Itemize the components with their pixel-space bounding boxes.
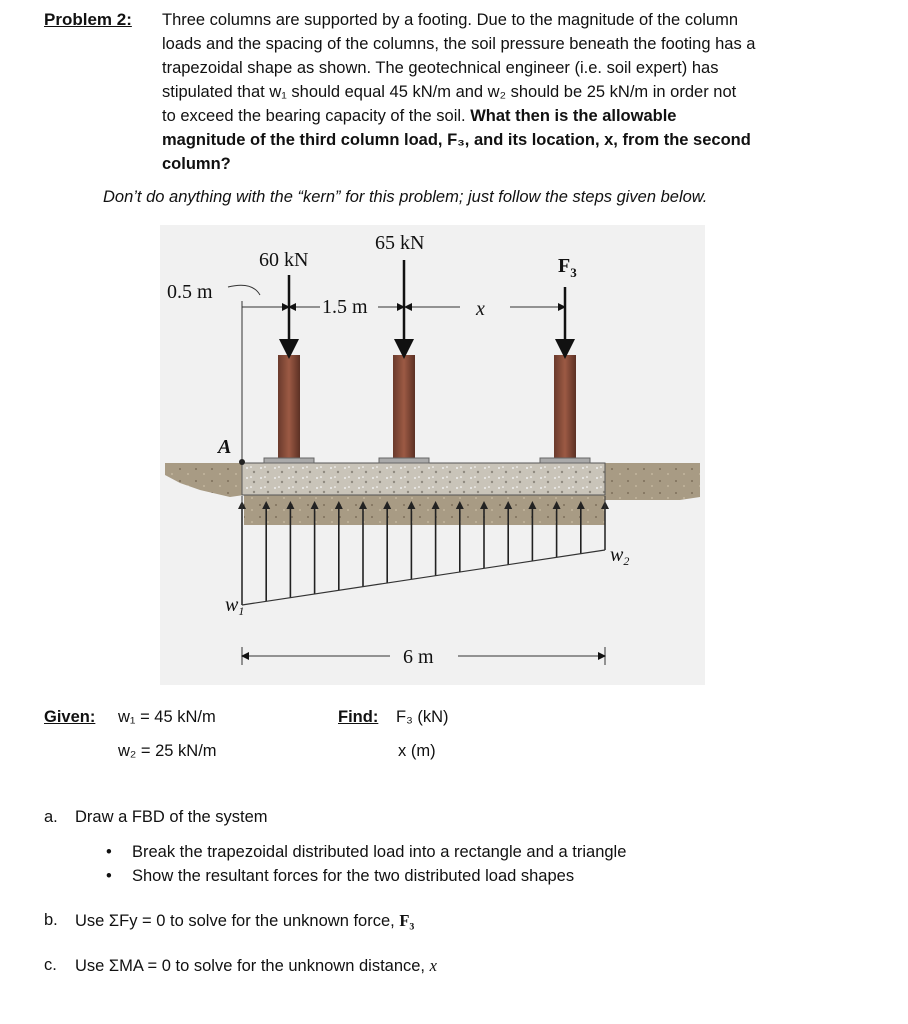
problem-line-3: trapezoidal shape as shown. The geotechnical engineer (i.e. soil expert) has xyxy=(162,59,719,77)
find-label: Find: xyxy=(338,708,379,726)
given-label: Given: xyxy=(44,708,96,726)
problem-question-part-1: What then is the allowable xyxy=(470,107,677,125)
problem-line-2: loads and the spacing of the columns, the soil pressure beneath the footing has a xyxy=(162,35,756,53)
load-label-60: 60 kN xyxy=(259,249,309,271)
step-c-marker: c. xyxy=(44,956,57,974)
w1-label-main: w xyxy=(225,594,239,616)
dim-label-x: x xyxy=(476,298,485,320)
problem-line-5 xyxy=(162,107,676,126)
problem-line-5a: to exceed the bearing capacity of the soil. xyxy=(162,107,471,125)
given-w1: w₁ = 45 kN/m xyxy=(118,708,216,726)
w2-label-sub: 2 xyxy=(623,554,630,568)
w2-label-main: w xyxy=(610,544,624,566)
dim-label-05: 0.5 m xyxy=(167,281,213,303)
step-b-text xyxy=(75,911,414,931)
dim-label-15: 1.5 m xyxy=(322,296,368,318)
step-b-text-main: Use ΣFy = 0 to solve for the unknown force, xyxy=(75,912,400,930)
given-w2: w₂ = 25 kN/m xyxy=(118,742,217,760)
problem-question-part-2: magnitude of the third column load, F₃, and its location, x, from the second xyxy=(162,131,751,149)
w1-label-sub: 1 xyxy=(238,604,245,618)
step-b-var: F₃ xyxy=(399,911,415,930)
step-c-text-main: Use ΣMA = 0 to solve for the unknown distance, xyxy=(75,957,430,975)
step-c-text xyxy=(75,956,437,976)
problem-line-4: stipulated that w₁ should equal 45 kN/m and w₂ should be 25 kN/m in order not xyxy=(162,83,737,101)
find-f3: F₃ (kN) xyxy=(396,708,449,726)
step-a-marker: a. xyxy=(44,808,58,826)
find-x: x (m) xyxy=(398,742,436,760)
load-label-f3-sub: 3 xyxy=(570,265,577,280)
footing-figure xyxy=(160,225,705,685)
point-a-label: A xyxy=(218,436,232,458)
step-a-text: Draw a FBD of the system xyxy=(75,808,268,826)
problem-label: Problem 2: xyxy=(44,10,132,29)
bullet-1-dot: • xyxy=(106,843,112,861)
problem-line-1: Three columns are supported by a footing. Due to the magnitude of the column xyxy=(162,11,739,29)
bullet-2-dot: • xyxy=(106,867,112,885)
point-a-marker xyxy=(239,459,245,465)
problem-question-part-3: column? xyxy=(162,155,231,173)
dim-label-6: 6 m xyxy=(403,646,434,668)
load-label-65: 65 kN xyxy=(375,232,425,254)
step-c-var: x xyxy=(429,956,437,975)
load-label-f3-main: F xyxy=(558,255,571,277)
bullet-2-text: Show the resultant forces for the two distributed load shapes xyxy=(132,867,575,885)
step-b-marker: b. xyxy=(44,911,58,929)
bullet-1-text: Break the trapezoidal distributed load into a rectangle and a triangle xyxy=(132,843,627,861)
footing xyxy=(242,463,605,495)
kern-note: Don’t do anything with the “kern” for this problem; just follow the steps given below. xyxy=(103,188,708,206)
